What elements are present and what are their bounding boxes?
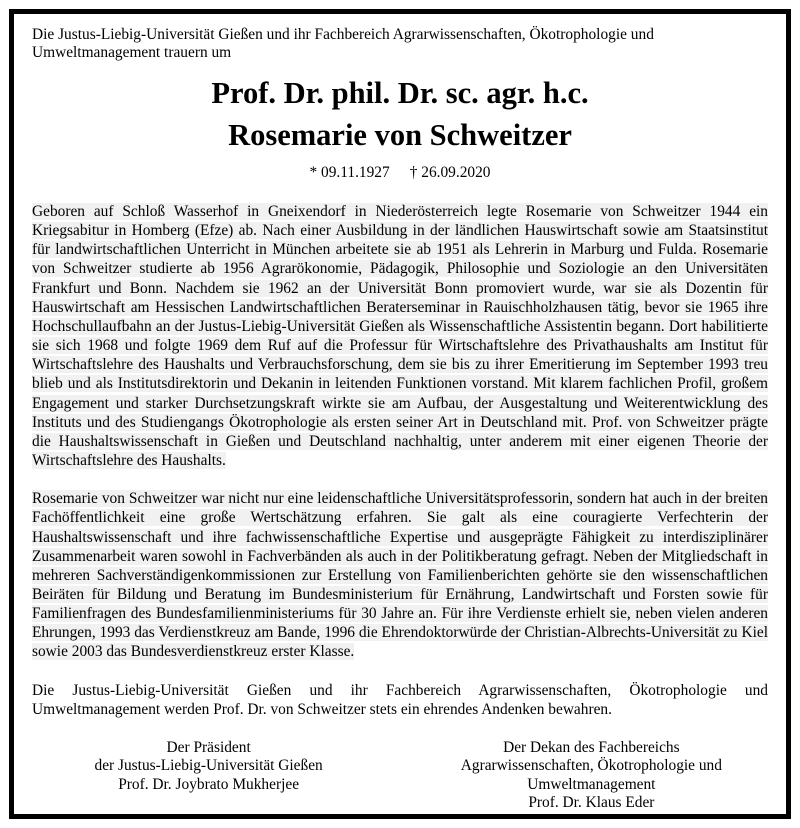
life-dates <box>32 164 768 182</box>
signature-person: Prof. Dr. Klaus Eder <box>528 794 655 812</box>
biography-paragraph <box>32 202 768 470</box>
signature-person: Prof. Dr. Joybrato Mukherjee <box>118 775 300 793</box>
signature-president <box>32 739 385 813</box>
deceased-name: Rosemarie von Schweitzer <box>228 118 572 152</box>
biography-text: Geboren auf Schloß Wasserhof in Gneixendorf in Niederösterreich legte Rosemarie von Schweitzer 1944 ein Kriegsabitur in Homberg (Efze) ab. Nach einer Ausbildung in der ländlichen Hauswirtschaft sowie am Staatsinstitut für landwirtschaftlichen Unterricht in München arbeitete sie ab 1951 als Lehrerin in Marburg und Fulda. Rosemarie von Schweitzer studierte ab 1956 Agrarökonomie, Pädagogik, Philosophie und Soziologie an den Universitäten Frankfurt und Bonn. Nachdem sie 1962 an der Universität Bonn promoviert wurde, war sie als Dozentin für Hauswirtschaft am Hessischen Landwirtschaftlichen Beraterseminar in Rauischholzhausen tätig, bevor sie 1965 ihre Hochschullaufbahn an der Justus-Liebig-Universität Gießen als Wissenschaftliche Assistentin begann. Dort habilitierte sie sich 1968 und folgte 1969 dem Ruf auf die Professur für Wirtschaftslehre des Privathaushalts am Institut für Wirtschaftslehre des Haushalts und Verbrauchsforschung, dem sie bis zu ihrer Emeritierung im September 1993 treu blieb und als Institutsdirektorin und Dekanin in leitenden Funktionen vorstand. Mit klarem fachlichen Profil, großem Engagement und starker Durchsetzungskraft wirkte sie am Aufbau, der Ausgestaltung und Weiterentwicklung des Instituts und des Studiengangs Ökotrophologie als ersten seiner Art in Deutschland mit. Prof. von Schweitzer prägte die Haushaltswissenschaft in Gießen und Deutschland nachhaltig, unter anderem mit einer eigenen Theorie der Wirtschaftslehre des Haushalts. <box>32 203 768 470</box>
closing-paragraph: Die Justus-Liebig-Universität Gießen und ihr Fachbereich Agrarwissenschaften, Ökotrophologie und Umweltmanagement werden Prof. Dr. von Schweitzer stets ein ehrendes Andenken bewahren. <box>32 681 768 718</box>
honors-paragraph <box>32 489 768 661</box>
obituary-content <box>32 26 768 814</box>
honors-text: Rosemarie von Schweitzer war nicht nur eine leidenschaftliche Universitätsprofessorin, sondern hat auch in der breiten Fachöffentlichkeit eine große Wertschätzung erfahren. Sie galt als eine couragierte Verfechterin der Haushaltswissenschaft und ihre fachwissenschaftliche Expertise und ausgeprägte Fähigkeit zu interdisziplinärer Zusammenarbeit waren sowohl in Fachverbänden als auch in der Politikberatung gefragt. Neben der Mitgliedschaft in mehreren Sachverständigenkommissionen zur Erstellung von Familienberichten gehörte sie den wissenschaftlichen Beiräten für Bildung und Beratung im Bundesministerium für Ernährung, Landwirtschaft und Forsten sowie für Familienfragen des Bundesfamilienministeriums für 30 Jahre an. Für ihre Verdienste erhielt sie, neben vielen anderen Ehrungen, 1993 das Verdienstkreuz am Bande, 1996 die Ehrendoktorwürde der Christian-Albrechts-Universität zu Kiel sowie 2003 das Bundesverdienstkreuz erster Klasse. <box>32 490 768 661</box>
signature-dean <box>415 739 768 813</box>
signature-role: Der Dekan des Fachbereichs <box>503 738 680 756</box>
intro-text: Die Justus-Liebig-Universität Gießen und ihr Fachbereich Agrarwissenschaften, Ökotrophologie und Umweltmanagement trauern um <box>32 26 654 61</box>
death-date: † 26.09.2020 <box>409 164 491 181</box>
academic-title: Prof. Dr. phil. Dr. sc. agr. h.c. <box>211 76 589 110</box>
signature-department-cont: Umweltmanagement <box>527 775 656 793</box>
signature-institution: der Justus-Liebig-Universität Gießen <box>94 757 323 775</box>
obituary-frame <box>9 9 791 819</box>
birth-date: * 09.11.1927 <box>309 164 390 181</box>
signature-block <box>32 739 768 813</box>
signature-department: Agrarwissenschaften, Ökotrophologie und <box>460 757 722 775</box>
signature-role: Der Präsident <box>166 738 251 756</box>
